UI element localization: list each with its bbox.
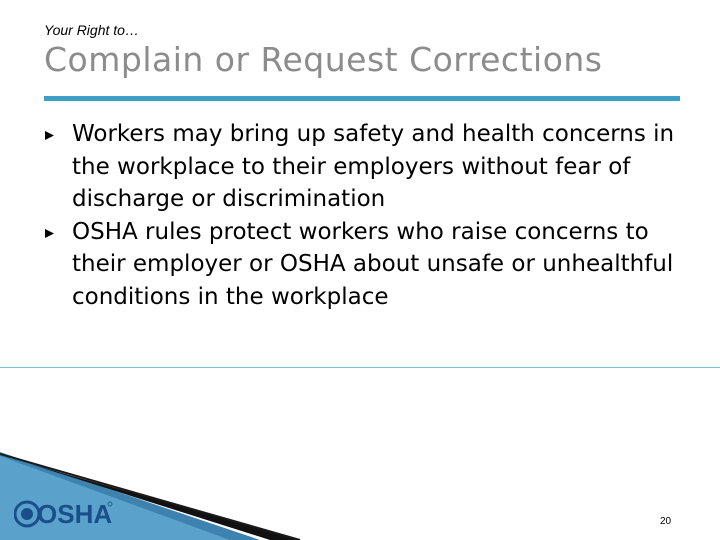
footer-divider <box>0 367 720 368</box>
bullet-text: OSHA rules protect workers who raise concerns to their employer or OSHA about unsafe or unhealthful conditions in the workplace <box>72 218 674 310</box>
title-underline <box>44 96 680 101</box>
osha-logo-icon <box>14 496 114 532</box>
bullet-item <box>44 216 704 314</box>
slide-title: Complain or Request Corrections <box>44 40 603 79</box>
bullet-text: Workers may bring up safety and health concerns in the workplace to their employers without fear of discharge or discrimination <box>72 121 675 212</box>
bullet-arrow-icon <box>44 130 55 141</box>
bullet-list <box>44 118 704 313</box>
slide-kicker: Your Right to… <box>44 22 139 38</box>
bullet-arrow-icon <box>44 228 55 239</box>
logo-text: OSHA <box>37 499 113 529</box>
page-number: 20 <box>660 516 672 527</box>
bullet-item <box>44 118 704 216</box>
